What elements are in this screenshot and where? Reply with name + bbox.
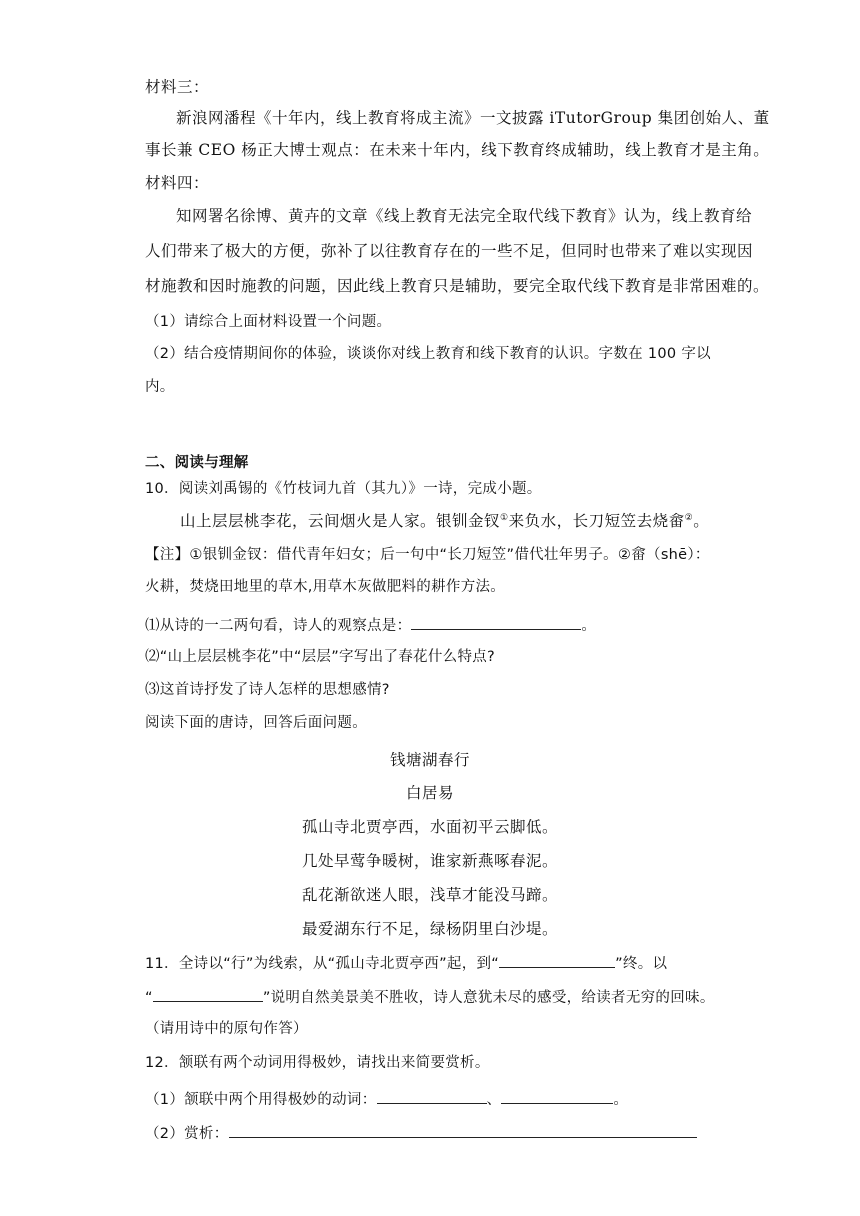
poem-2-author: 白居易 [405,784,454,802]
footnote-marker-2: ② [684,512,694,523]
material-3-line-1: 新浪网潘程《十年内，线上教育将成主流》一文披露 iTutorGroup 集团创始人、董 [176,109,770,127]
question-12-stem: 12．颔联有两个动词用得极妙，请找出来简要赏析。 [145,1055,490,1071]
poem-1-text: 山上层层桃李花，云间烟火是人家。银钏金钗①来负水，长刀短笠去烧畲②。 [180,512,710,530]
material-4-line-1: 知网署名徐博、黄卉的文章《线上教育无法完全取代线下教育》认为，线上教育给 [176,207,753,225]
poem-2-line-1: 孤山寺北贾亭西，水面初平云脚低。 [301,818,558,836]
answer-blank[interactable] [153,986,263,1002]
note-line-1: 【注】①银钏金钗：借代青年妇女；后一句中“长刀短笠”借代壮年男子。②畲（shē）： [145,547,710,563]
sub-question-2: ⑵“山上层层桃李花”中“层层”字写出了春花什么特点? [145,649,496,665]
sub-question-3: ⑶这首诗抒发了诗人怎样的思想感情? [145,682,390,698]
question-11-line-2: “ ”说明自然美景美不胜收，诗人意犹未尽的感受，给读者无穷的回味。 [145,986,715,1008]
section-heading: 二、阅读与理解 [145,455,249,471]
question-12-part-1: （1）颔联中两个用得极妙的动词： 、 。 [145,1088,628,1110]
question-9-part-1: （1）请综合上面材料设置一个问题。 [145,314,392,330]
question-11-note: （请用诗中的原句作答） [145,1021,308,1037]
question-9-part-2-end: 内。 [145,379,175,395]
poem-2-line-3: 乱花渐欲迷人眼，浅草才能没马蹄。 [301,886,558,904]
answer-blank[interactable] [411,614,581,630]
material-4-line-3: 材施教和因时施教的问题，因此线上教育只是辅助，要完全取代线下教育是非常困难的。 [145,277,770,295]
material-3-line-2: 事长兼 CEO 杨正大博士观点：在未来十年内，线下教育终成辅助，线上教育才是主角。 [145,141,770,159]
question-12-part-2: （2）赏析： [145,1122,697,1144]
material-4-line-2: 人们带来了极大的方便，弥补了以往教育存在的一些不足，但同时也带来了难以实现因 [145,242,754,260]
poem-2-line-4: 最爱湖东行不足，绿杨阴里白沙堤。 [301,920,558,938]
footnote-marker-1: ① [500,512,509,523]
answer-blank[interactable] [499,952,615,968]
question-9-part-2: （2）结合疫情期间你的体验，谈谈你对线上教育和线下教育的认识。字数在 100 字以 [145,346,711,362]
poem-2-line-2: 几处早莺争暖树，谁家新燕啄春泥。 [301,852,558,870]
question-11-line-1: 11．全诗以“行”为线索，从“孤山寺北贾亭西”起，到“ ”终。以 [145,952,667,974]
answer-blank[interactable] [229,1122,697,1138]
poem-2-title: 钱塘湖春行 [389,751,470,769]
reading-intro: 阅读下面的唐诗，回答后面问题。 [145,715,367,731]
sub-question-1: ⑴从诗的一二两句看，诗人的观察点是： 。 [145,614,596,636]
answer-blank[interactable] [501,1088,613,1104]
note-line-2: 火耕，焚烧田地里的草木,用草木灰做肥料的耕作方法。 [145,579,506,595]
material-4-title: 材料四： [145,174,210,192]
answer-blank[interactable] [377,1088,487,1104]
question-10-stem: 10．阅读刘禹锡的《竹枝词九首（其九）》一诗，完成小题。 [145,481,542,497]
material-3-title: 材料三： [145,78,210,96]
